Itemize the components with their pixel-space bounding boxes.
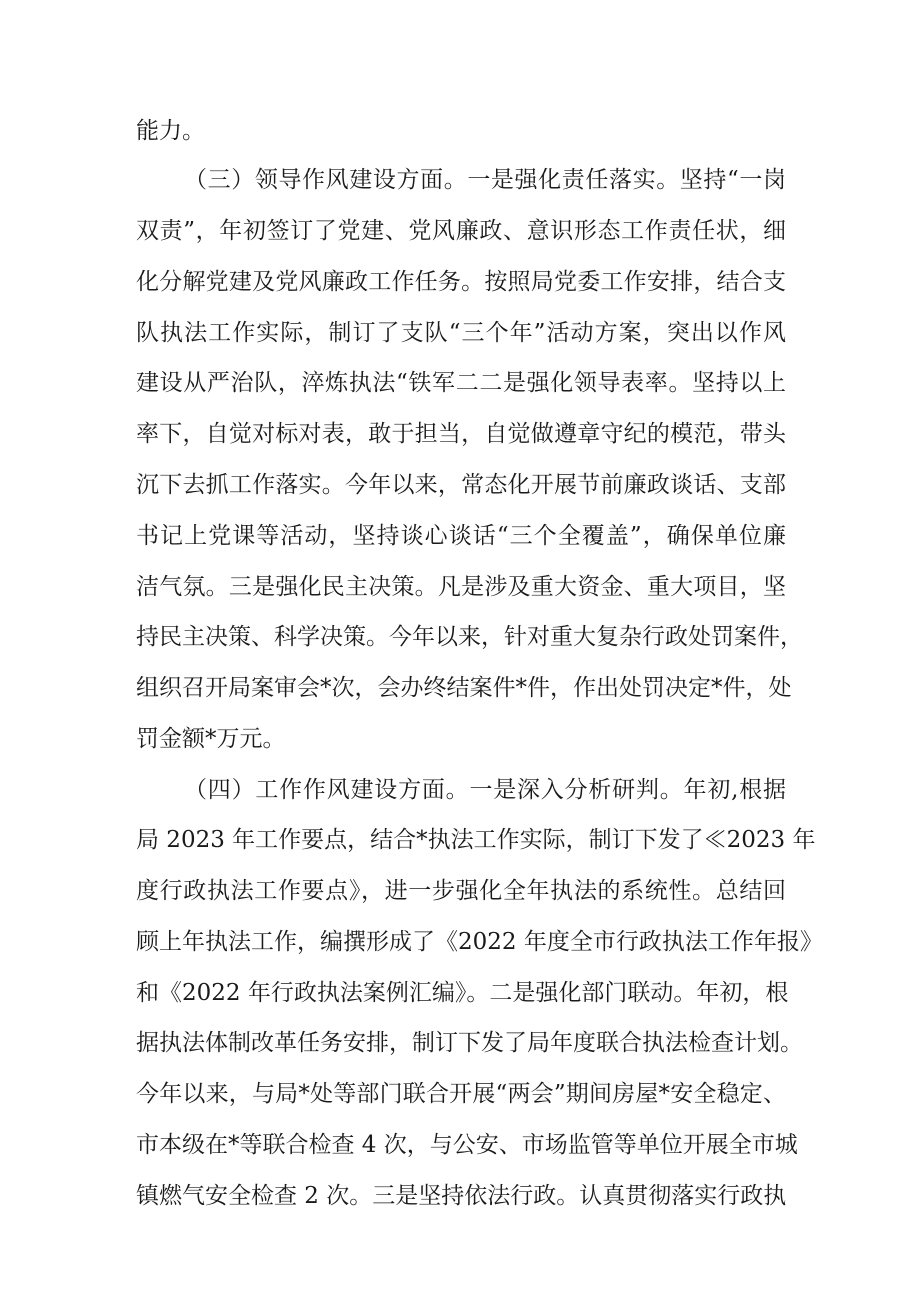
text-line: 率下，自觉对标对表，敢于担当，自觉做遵章守纪的模范，带头	[136, 421, 786, 447]
text-line: 度行政执法工作要点》，进一步强化全年执法的系统性。总结回	[136, 878, 786, 904]
text-line: 局 2023 年工作要点，结合*执法工作实际，制订下发了≪2023 年	[136, 827, 816, 853]
section-heading-4-line: （四）工作作风建设方面。一是深入分析研判。年初,根据	[184, 777, 786, 803]
text-line: 和《2022 年行政执法案例汇编》。二是强化部门联动。年初，根	[136, 980, 789, 1006]
text-line: 今年以来，与局*处等部门联合开展“两会”期间房屋*安全稳定、	[136, 1081, 786, 1107]
text-line: 化分解党建及党风廉政工作任务。按照局党委工作安排，结合支	[136, 269, 786, 295]
text-line: 镇燃气安全检查 2 次。三是坚持依法行政。认真贯彻落实行政执	[136, 1183, 787, 1209]
text-line: 书记上党课等活动，坚持谈心谈话“三个全覆盖”，确保单位廉	[136, 523, 786, 549]
text-line: 罚金额*万元。	[136, 726, 286, 752]
text-line: 据执法体制改革任务安排，制订下发了局年度联合执法检查计划。	[136, 1030, 803, 1056]
text-line: 双责”，年初签订了党建、党风廉政、意识形态工作责任状，细	[136, 218, 786, 244]
text-line: 持民主决策、科学决策。今年以来，针对重大复杂行政处罚案件，	[136, 624, 803, 650]
text-line: 洁气氛。三是强化民主决策。凡是涉及重大资金、重大项目，坚	[136, 574, 786, 600]
text-line: 顾上年执法工作，编撰形成了《2022 年度全市行政执法工作年报》	[136, 929, 823, 955]
text-line: 组织召开局案审会*次，会办终结案件*件，作出处罚决定*件，处	[136, 675, 792, 701]
text-line: 队执法工作实际，制订了支队“三个年”活动方案，突出以作风	[136, 320, 786, 346]
text-line: 能力。	[136, 118, 205, 144]
text-line: 沉下去抓工作落实。今年以来，常态化开展节前廉政谈话、支部	[136, 472, 786, 498]
text-line: 建设从严治队，淬炼执法“铁军二二是强化领导表率。坚持以上	[136, 370, 786, 396]
text-line: 市本级在*等联合检查 4 次，与公安、市场监管等单位开展全市城	[136, 1132, 798, 1158]
section-heading-3-line: （三）领导作风建设方面。一是强化责任落实。坚持“一岗	[184, 167, 786, 193]
